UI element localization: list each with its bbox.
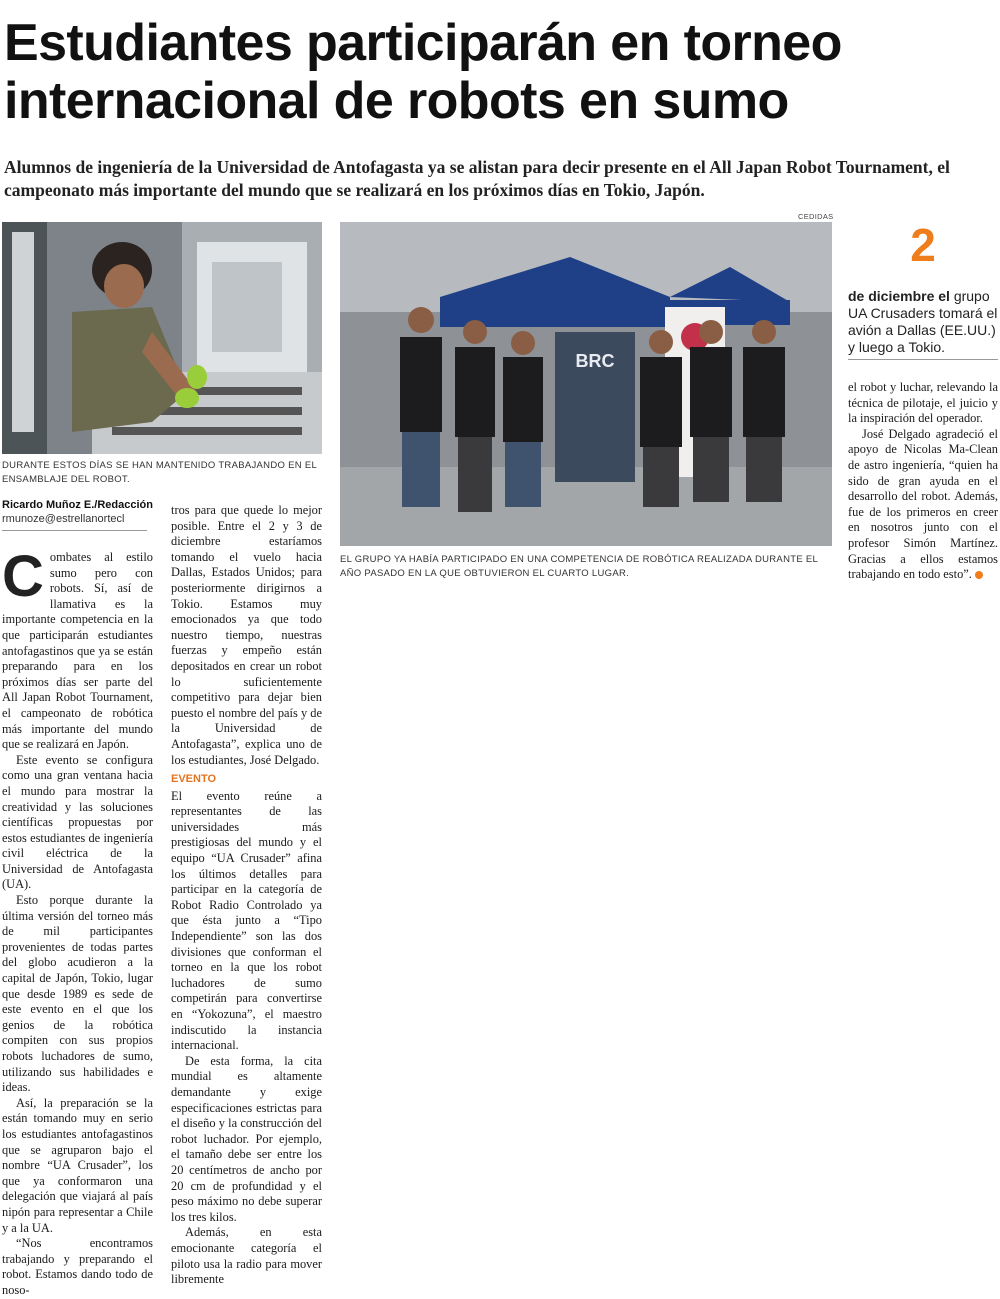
deck: Alumnos de ingeniería de la Universidad de Antofagasta ya se alistan para decir presente en el All Japan Robot Tournament, el campeonato más importante del mundo que se realizará en los próximos días en Tokio, Japón. <box>4 157 950 200</box>
photo-credit: CEDIDAS <box>798 212 834 221</box>
subhead-evento: EVENTO <box>171 773 217 786</box>
article-column-2: tros para que quede lo mejor posible. Entre el 2 y 3 de diciembre estaríamos tomando el vuelo hacia Dallas, Estados Unidos; para posteriormente dirigirnos a Tokio. Estamos muy emocionados ya que todo nuestro tiempo, nuestras fuerzas y empeño están depositados en crear un robot lo suficientemente competitivo para dejar bien puesto el nombre del país y de la Universidad de Antofagasta”, explica uno de los estudiantes, José Delgado. EVENTO El evento reúne a representantes de las universidades más prestigiosas del mundo y el equipo “UA Crusader” afina los últimos detalles para participar en la categoría de Robot Radio Controlado ya que ésta junto a “Tipo Independiente” son las dos divisiones que conforman el torneo en la que los robot luchadores de sumo competirán para convertirse en “Yokozuna”, el maestro indiscutido la instancia internacional. De esta forma, la cita mundial es altamente demandante y exige especificaciones estrictas para el diseño y la construcción del robot luchador. Por ejemplo, el tamaño debe ser entre los 20 centímetros de ancho por 20 cm de profundidad y el peso máximo no debe superar los tres kilos. Además, en esta emocionante categoría el piloto usa la radio para mover libremente <box>171 503 322 1287</box>
article-column-3: el robot y luchar, relevando la técnica de pilotaje, el juicio y la inspiración del operador. José Delgado agradeció el apoyo de Nicolas Ma-Clean de astro ingeniería, “quien ha sido de gran ayuda en el desarrollo del robot. Además, fue de los primeros en creer en nosotros junto con el profesor Simón Martínez. Gracias a ellos estamos trabajando en todo esto”. <box>848 380 998 582</box>
photo-workshop <box>2 222 322 454</box>
byline-author: Ricardo Muñoz E./Redacción <box>2 499 153 511</box>
byline-email: rmunoze@estrellanortecl <box>2 513 125 525</box>
photo-group <box>340 222 832 546</box>
dropcap: C <box>2 544 44 609</box>
photo-workshop-caption: DURANTE ESTOS DÍAS SE HAN MANTENIDO TRABAJANDO EN EL ENSAMBLAJE DEL ROBOT. <box>2 460 317 485</box>
article-column-1: Combates al estilo sumo pero con robots. Sí, así de llamativa es la importante competencia en la que participarán estudiantes antofagastinos que ya se están preparando para en los próximos días ser parte del All Japan Robot Tournament, el campeonato de robótica más importante del mundo que se realizará en Japón. Este evento se configura como una gran ventana hacia el mundo para mostrar la creatividad y las soluciones científicas propuestas por estos estudiantes de ingeniería civil eléctrica de la Universidad de Antofagasta (UA). Esto porque durante la última versión del torneo más de mil participantes provenientes de todas partes del globo acudieron a la capital de Japón, Tokio, lugar que desde 1989 es sede de este evento en el que los genios de la robótica compiten con sus propios robots luchadores de sumo, utilizando sus habilidades e ideas. Así, la preparación se la están tomando muy en serio los estudiantes antofagastinos que se agruparon bajo el nombre “UA Crusader”, los que ya conformaron una delegación que viajará al país nipón para representar a Chile y a la UA. “Nos encontramos trabajando y preparando el robot. Estamos dando todo de noso- <box>2 544 153 1297</box>
end-mark-icon <box>975 571 983 579</box>
photo-group-caption: EL GRUPO YA HABÍA PARTICIPADO EN UNA COMPETENCIA DE ROBÓTICA REALIZADA DURANTE EL AÑO PASADO EN LA QUE OBTUVIERON EL CUARTO LUGAR. <box>340 554 818 579</box>
byline-divider <box>2 530 147 531</box>
highlight-number: 2 <box>910 219 936 271</box>
headline: Estudiantes participarán en torneo internacional de robots en sumo <box>4 14 842 130</box>
sidebox-divider <box>848 359 998 360</box>
highlight-text: de diciembre el grupo UA Crusaders tomará el avión a Dallas (EE.UU.) y luego a Tokio. <box>848 288 998 355</box>
banner-brc-text: BRC <box>575 351 615 371</box>
